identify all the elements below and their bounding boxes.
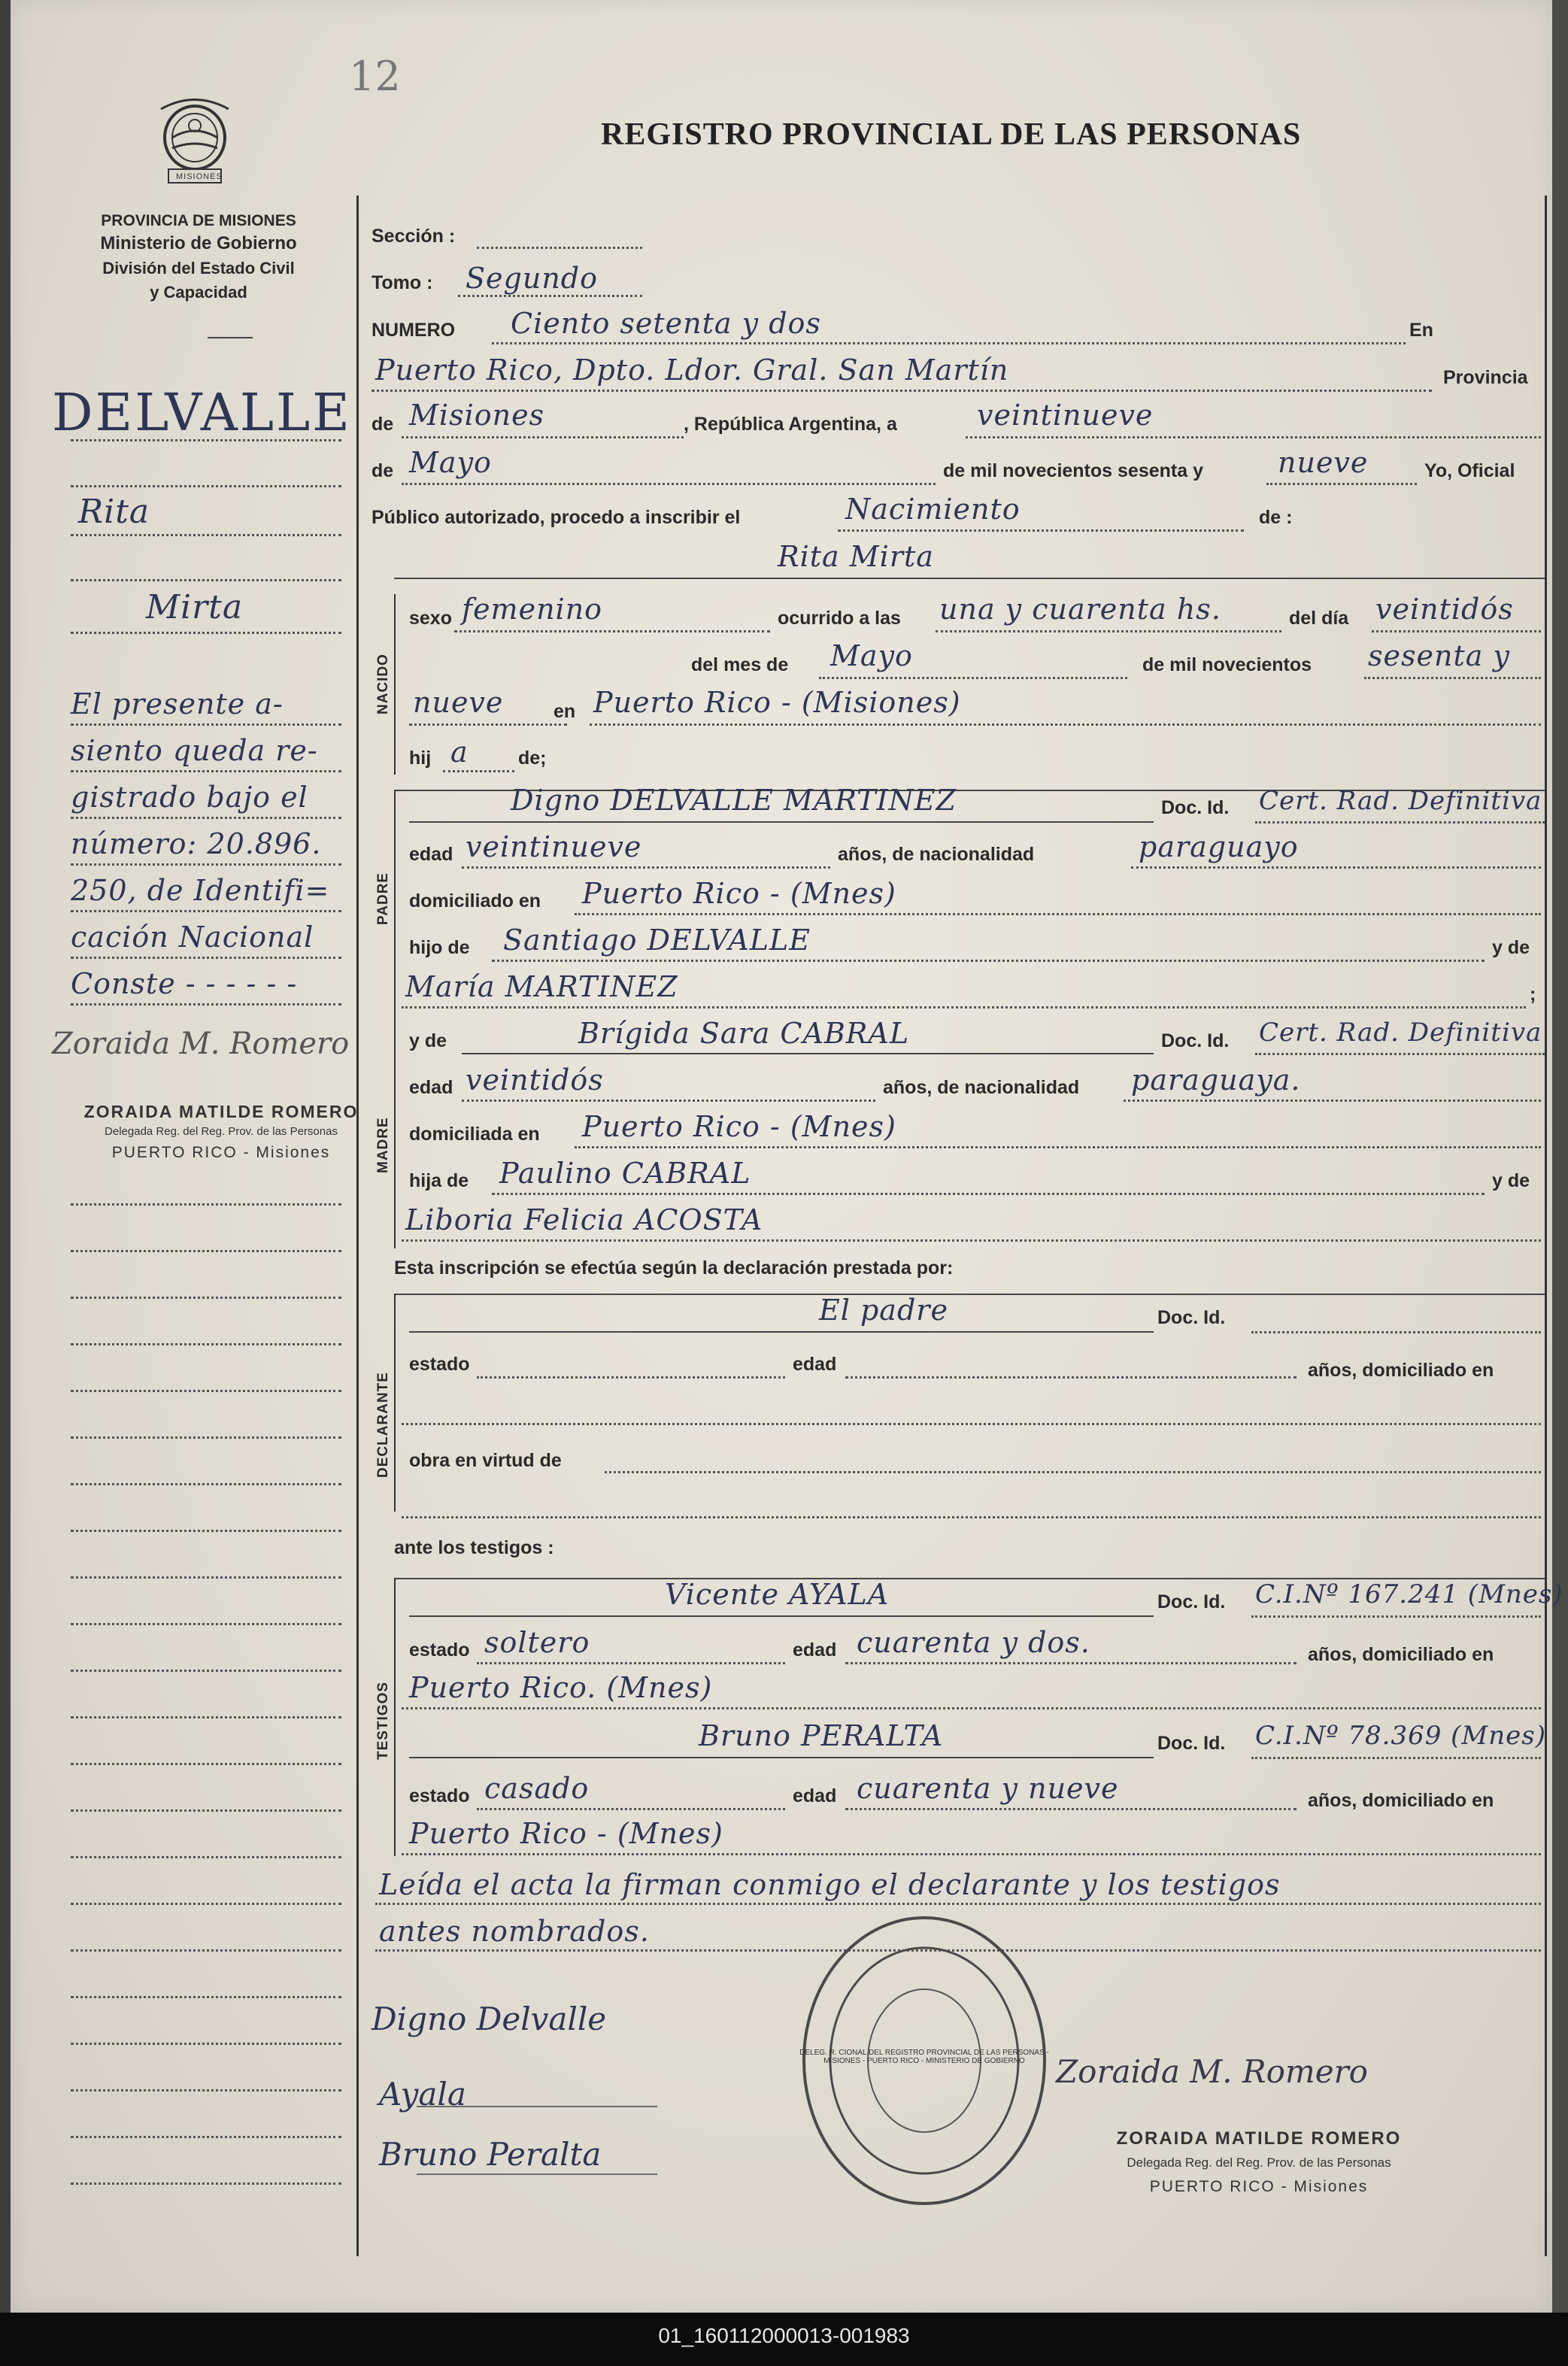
- t2-domicilio-value: Puerto Rico - (Mnes): [409, 1817, 723, 1850]
- testigos-intro: ante los testigos :: [394, 1537, 554, 1558]
- dept-block: [48, 212, 349, 302]
- dept-line-3: División del Estado Civil: [102, 259, 295, 278]
- sidebar-note-line: número: 20.896.: [71, 827, 322, 860]
- sidebar-line: [71, 2089, 341, 2091]
- declarante-obra-label: obra en virtud de: [409, 1450, 562, 1471]
- del-mes-label: del mes de: [691, 654, 789, 675]
- official-name: ZORAIDA MATILDE ROMERO: [1116, 2128, 1402, 2149]
- padre-edad-line: [462, 866, 830, 869]
- hora-line: [936, 630, 1281, 632]
- madre-madre-line: [402, 1239, 1541, 1242]
- sidebar-line: [71, 534, 341, 536]
- sidebar-line: [71, 2043, 341, 2045]
- madre-hija-label: hija de: [409, 1170, 469, 1191]
- sidebar-note-line: cación Nacional: [71, 921, 314, 954]
- madre-edad-value: veintidós: [466, 1063, 604, 1097]
- declarante-nombre-line: [409, 1331, 1154, 1333]
- padre-bracket: [394, 790, 396, 1038]
- closing-text-2: antes nombrados.: [379, 1915, 650, 1948]
- anio-line: [1266, 483, 1417, 485]
- t1-doc-value: C.I.Nº 167.241 (Mnes): [1255, 1579, 1563, 1609]
- mes-line: [402, 483, 936, 485]
- declarante-doc-line: [1251, 1331, 1541, 1333]
- padre-padre-value: Santiago DELVALLE: [503, 924, 811, 957]
- madre-nombre-value: Brígida Sara CABRAL: [578, 1017, 910, 1050]
- sexo-label: sexo: [409, 608, 452, 629]
- t1-edad-label: edad: [793, 1640, 837, 1661]
- declarante-obra-line: [605, 1471, 1541, 1473]
- provincia-label: Provincia: [1443, 367, 1528, 388]
- sidebar-line: [71, 723, 341, 726]
- testigos-section-label: TESTIGOS: [375, 1681, 391, 1760]
- dept-line-4: y Capacidad: [150, 283, 247, 302]
- padre-nac-line: [1131, 866, 1541, 869]
- declarante-extra-line: [402, 1516, 1541, 1518]
- sidebar-line: [71, 1343, 341, 1345]
- madre-nacionalidad-value: paraguaya.: [1131, 1063, 1301, 1097]
- main-vertical-line: [356, 196, 359, 2256]
- sidebar-line: [71, 1716, 341, 1718]
- acto-line: [838, 529, 1244, 532]
- oficial-label: Yo, Oficial: [1424, 460, 1515, 481]
- de2-label: de: [372, 460, 394, 481]
- sidebar-line: [71, 1390, 341, 1392]
- madre-nac-line: [1124, 1100, 1541, 1102]
- padre-semicolon: ;: [1530, 984, 1536, 1005]
- signature-witness-1: Ayala: [379, 2076, 466, 2113]
- declarante-doc-label: Doc. Id.: [1157, 1307, 1226, 1328]
- official-signature: Zoraida M. Romero: [1056, 2053, 1368, 2090]
- t1-nombre-line: [409, 1615, 1154, 1617]
- t2-estado-value: casado: [484, 1772, 590, 1805]
- madre-domicilio-label: domiciliada en: [409, 1124, 540, 1145]
- padre-hijo-line: [492, 960, 1485, 962]
- seccion-line: [477, 247, 642, 249]
- sidebar-line: [71, 1203, 341, 1206]
- official-place: PUERTO RICO - Misiones: [1149, 2178, 1369, 2195]
- hora-value: una y cuarenta hs.: [939, 593, 1221, 626]
- nacido-dia-value: veintidós: [1375, 593, 1514, 626]
- sidebar-line: [71, 632, 341, 634]
- sidebar-line: [71, 485, 341, 487]
- t1-estado-label: estado: [409, 1640, 470, 1661]
- nacido-anio-value-2: nueve: [413, 686, 504, 719]
- sidebar-stamp-line: ZORAIDA MATILDE ROMERO: [83, 1102, 359, 1121]
- madre-yde-label: y de: [409, 1030, 447, 1051]
- declarante-estado-label: estado: [409, 1354, 470, 1375]
- tomo-line: [458, 295, 642, 297]
- madre-edad-line: [462, 1100, 875, 1102]
- madre-padre-value: Paulino CABRAL: [499, 1157, 751, 1190]
- official-stamp-block: [1033, 2128, 1485, 2196]
- madre-doc-label: Doc. Id.: [1161, 1030, 1230, 1051]
- nacido-mes-value: Mayo: [830, 639, 913, 672]
- numero-line: [492, 342, 1406, 344]
- sidebar-note-line: El presente a-: [71, 687, 284, 720]
- dept-line-1: PROVINCIA DE MISIONES: [101, 212, 296, 229]
- t1-doc-line: [1251, 1615, 1541, 1618]
- declarante-top-line: [394, 1294, 1545, 1295]
- t2-doc-label: Doc. Id.: [1157, 1733, 1226, 1754]
- madre-doc-value: Cert. Rad. Definitiva: [1259, 1018, 1542, 1048]
- declarante-domicilio-line: [402, 1423, 1541, 1425]
- sexo-line: [454, 630, 770, 632]
- sidebar-line: [71, 957, 341, 959]
- right-vertical-line: [1545, 196, 1547, 2256]
- anio2-line: [409, 723, 567, 726]
- closing-line-1: [375, 1903, 1541, 1905]
- t1-doc-label: Doc. Id.: [1157, 1591, 1226, 1612]
- sidebar-line: [71, 770, 341, 772]
- t2-edad-value: cuarenta y nueve: [857, 1772, 1119, 1805]
- mes-value: Mayo: [409, 446, 492, 479]
- sidebar-line: [71, 863, 341, 866]
- sidebar-line: [71, 439, 341, 441]
- nacido-lugar-value: Puerto Rico - (Misiones): [593, 686, 961, 719]
- sidebar-line: [71, 1856, 341, 1858]
- sidebar-surname: DELVALLE: [52, 384, 352, 443]
- de3-label: de :: [1259, 507, 1293, 528]
- numero-value: Ciento setenta y dos: [511, 307, 821, 340]
- sidebar-stamp-line: PUERTO RICO - Misiones: [111, 1144, 331, 1161]
- scan-right-edge: [1552, 0, 1568, 2313]
- anio-label: de mil novecientos sesenta y: [943, 460, 1203, 481]
- hij-label: hij: [409, 748, 432, 769]
- madre-edad-label: edad: [409, 1077, 453, 1098]
- dia-line: [966, 436, 1541, 438]
- declarante-estado-line: [477, 1376, 785, 1379]
- numero-label: NUMERO: [372, 320, 456, 341]
- madre-anios-label: años, de nacionalidad: [883, 1077, 1080, 1098]
- padre-madre-value: María MARTINEZ: [405, 970, 678, 1003]
- del-dia-label: del día: [1289, 608, 1349, 629]
- sidebar-note-line: siento queda re-: [71, 734, 318, 767]
- publico-label: Público autorizado, procedo a inscribir el: [372, 507, 741, 528]
- mil-label: de mil novecientos: [1142, 654, 1312, 675]
- madre-madre-value: Liboria Felicia ACOSTA: [405, 1203, 763, 1236]
- sidebar-line: [71, 1530, 341, 1532]
- sidebar-line: [71, 817, 341, 819]
- padre-nombre-value: Digno DELVALLE MARTINEZ: [511, 784, 957, 817]
- sidebar-line: [71, 1903, 341, 1905]
- padre-nacionalidad-value: paraguayo: [1139, 830, 1299, 863]
- t2-doc-value: C.I.Nº 78.369 (Mnes): [1255, 1721, 1546, 1751]
- t2-edad-label: edad: [793, 1785, 837, 1806]
- scan-left-edge: [0, 0, 11, 2313]
- declarante-bracket: [394, 1294, 396, 1512]
- madre-hija-line: [492, 1193, 1485, 1195]
- sidebar-name-1: Rita: [78, 493, 150, 531]
- official-round-stamp: [796, 1910, 1052, 2211]
- dia-value: veintinueve: [977, 399, 1154, 432]
- padre-yde-label: y de: [1492, 937, 1530, 958]
- t2-anios-label: años, domiciliado en: [1308, 1790, 1494, 1811]
- madre-yde2-label: y de: [1492, 1170, 1530, 1191]
- sidebar-note-line: Conste - - - - - -: [71, 967, 298, 1000]
- padre-domicilio-label: domiciliado en: [409, 890, 541, 912]
- hij-value: a: [450, 736, 469, 769]
- tomo-value: Segundo: [466, 262, 598, 295]
- sidebar-line: [71, 1623, 341, 1625]
- t2-nombre-line: [409, 1757, 1154, 1758]
- lugar-line: [590, 723, 1541, 726]
- official-role: Delegada Reg. del Reg. Prov. de las Personas: [1127, 2155, 1391, 2170]
- declarante-intro: Esta inscripción se efectúa según la declaración prestada por:: [394, 1257, 954, 1279]
- sidebar-line: [71, 1763, 341, 1765]
- madre-bracket: [394, 1030, 396, 1248]
- declarante-anios-label: años, domiciliado en: [1308, 1360, 1494, 1381]
- padre-doc-line: [1255, 821, 1545, 824]
- nacido-nombre-value: Rita Mirta: [778, 540, 934, 573]
- t1-edad-line: [845, 1662, 1297, 1664]
- sidebar-line: [71, 1996, 341, 1998]
- sidebar-line: [71, 910, 341, 912]
- sidebar-line: [71, 1949, 341, 1952]
- anio-line: [1364, 677, 1541, 679]
- stamp-lettering: DELEG. R. CIONAL DEL REGISTRO PROVINCIAL DE LAS PERSONAS - MISIONES - PUERTO RICO - MINISTERIO DE GOBIERNO: [799, 2049, 1049, 2065]
- sidebar-note-line: 250, de Identifi=: [71, 874, 330, 907]
- sidebar-line: [71, 1003, 341, 1006]
- padre-doc-value: Cert. Rad. Definitiva: [1259, 786, 1542, 816]
- page-number: 12: [349, 53, 401, 100]
- nacido-section-label: NACIDO: [375, 654, 391, 714]
- de-label: de: [372, 414, 394, 435]
- form-title: REGISTRO PROVINCIAL DE LAS PERSONAS: [601, 117, 1302, 152]
- sidebar-line: [71, 2136, 341, 2138]
- sidebar-note-line: gistrado bajo el: [71, 781, 308, 814]
- dept-line-2: Ministerio de Gobierno: [100, 233, 297, 253]
- lugar-value: Puerto Rico, Dpto. Ldor. Gral. San Martín: [375, 353, 1009, 387]
- t1-estado-line: [477, 1662, 785, 1664]
- t2-nombre-value: Bruno PERALTA: [699, 1719, 944, 1752]
- sexo-value: femenino: [462, 593, 603, 626]
- padre-domicilio-line: [575, 913, 1541, 915]
- de-label: de;: [518, 748, 547, 769]
- ocurrido-label: ocurrido a las: [778, 608, 901, 629]
- en-label: En: [1409, 320, 1433, 341]
- sidebar-line: [71, 1483, 341, 1485]
- t2-estado-label: estado: [409, 1785, 470, 1806]
- t1-nombre-value: Vicente AYALA: [665, 1578, 890, 1611]
- dept-divider: [208, 337, 253, 338]
- sidebar-line: [71, 1670, 341, 1672]
- seccion-label: Sección :: [372, 226, 456, 247]
- republica-label: , República Argentina, a: [684, 414, 897, 435]
- closing-text-1: Leída el acta la firman conmigo el declarante y los testigos: [379, 1868, 1281, 1901]
- signature-declarante: Digno Delvalle: [372, 2000, 607, 2037]
- sidebar-line: [71, 1576, 341, 1579]
- t2-doc-line: [1251, 1757, 1541, 1759]
- padre-madre-line: [402, 1006, 1526, 1009]
- declarante-edad-line: [845, 1376, 1297, 1379]
- padre-hijo-label: hijo de: [409, 937, 470, 958]
- madre-domicilio-line: [575, 1146, 1541, 1148]
- padre-nombre-line: [409, 821, 1154, 823]
- sidebar-line: [71, 579, 341, 581]
- hij-line: [443, 770, 514, 772]
- signature-line: [417, 2106, 657, 2107]
- padre-doc-label: Doc. Id.: [1161, 797, 1230, 818]
- provincia-value: Misiones: [409, 399, 545, 432]
- padre-domicilio-value: Puerto Rico - (Mnes): [582, 877, 896, 910]
- signature-line: [417, 2173, 657, 2175]
- padre-section-label: PADRE: [375, 872, 391, 925]
- provincia-line: [402, 436, 684, 438]
- dia-line: [1372, 630, 1541, 632]
- signature-witness-2: Bruno Peralta: [379, 2136, 602, 2173]
- padre-anios-label: años, de nacionalidad: [838, 844, 1035, 865]
- sidebar-stamp-line: Delegada Reg. del Reg. Prov. de las Personas: [105, 1125, 338, 1138]
- anio-value: nueve: [1278, 446, 1369, 479]
- t1-estado-value: soltero: [484, 1626, 590, 1659]
- madre-domicilio-value: Puerto Rico - (Mnes): [582, 1110, 896, 1143]
- sidebar-signature: Zoraida M. Romero: [52, 1027, 350, 1061]
- image-caption: 01_160112000013-001983: [658, 2324, 910, 2347]
- sidebar-line: [71, 1436, 341, 1439]
- declarante-nombre-value: El padre: [819, 1294, 948, 1327]
- madre-doc-line: [1255, 1053, 1545, 1055]
- sidebar-stamp: [26, 1102, 417, 1162]
- t2-edad-line: [845, 1808, 1297, 1810]
- lugar-line: [372, 390, 1432, 392]
- nombre-line: [394, 578, 1545, 579]
- tomo-label: Tomo :: [372, 272, 433, 293]
- provincial-seal-icon: [153, 94, 236, 199]
- t2-estado-line: [477, 1808, 785, 1810]
- sidebar-line: [71, 2182, 341, 2185]
- madre-nombre-line: [462, 1053, 1154, 1054]
- en-label: en: [554, 701, 576, 722]
- t1-anios-label: años, domiciliado en: [1308, 1644, 1494, 1665]
- nacido-anio-value: sesenta y: [1368, 639, 1510, 672]
- sidebar-line: [71, 1809, 341, 1812]
- padre-edad-label: edad: [409, 844, 453, 865]
- declarante-section-label: DECLARANTE: [375, 1372, 391, 1478]
- madre-section-label: MADRE: [375, 1117, 391, 1173]
- nacido-bracket: [394, 594, 396, 775]
- sidebar-line: [71, 1250, 341, 1252]
- sidebar-line: [71, 1297, 341, 1299]
- document-page: [11, 0, 1563, 2313]
- seal-lettering: MISIONES: [176, 172, 223, 181]
- padre-edad-value: veintinueve: [466, 830, 642, 863]
- t1-domicilio-line: [402, 1707, 1541, 1709]
- t1-edad-value: cuarenta y dos.: [857, 1626, 1090, 1659]
- mes-line: [819, 677, 1127, 679]
- declarante-edad-label: edad: [793, 1354, 837, 1375]
- acto-value: Nacimiento: [845, 493, 1021, 526]
- t1-domicilio-value: Puerto Rico. (Mnes): [409, 1671, 713, 1704]
- sidebar-name-2: Mirta: [146, 588, 244, 626]
- testigos-bracket: [394, 1578, 396, 1856]
- t2-domicilio-line: [402, 1853, 1541, 1855]
